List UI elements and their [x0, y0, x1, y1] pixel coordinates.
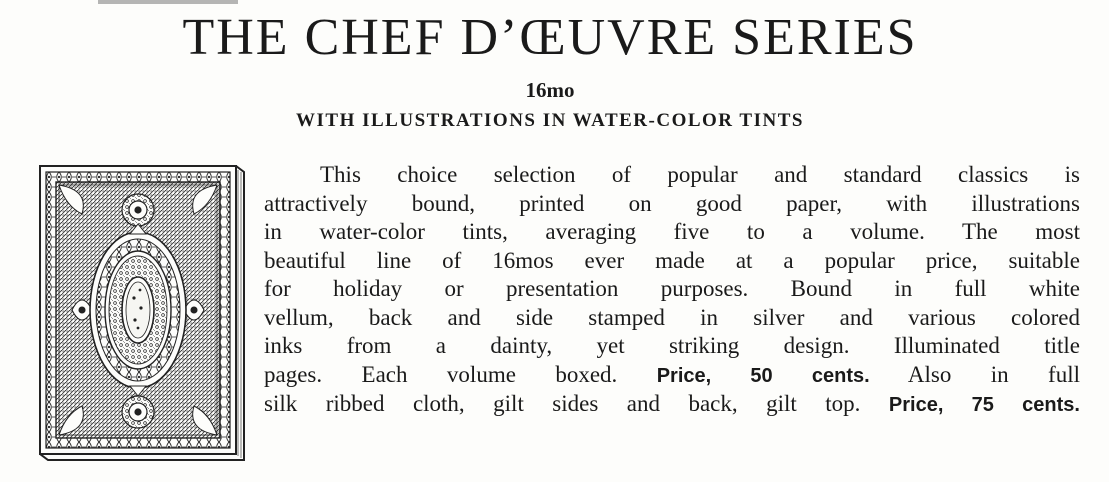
description-line: vellum, back and side stamped in silver and various colored	[264, 304, 1080, 330]
subtitle: WITH ILLUSTRATIONS IN WATER-COLOR TINTS	[296, 110, 804, 131]
description-line: This choice selection of popular and standard classics is	[320, 162, 1080, 187]
top-rule	[98, 0, 238, 4]
description-line: in water-color tints, averaging five to a volume. The most	[264, 219, 1080, 244]
line-text: silk ribbed cloth, gilt sides and back, gilt top.	[264, 391, 889, 416]
price-50-cents: Price, 50 cents.	[656, 364, 870, 387]
book-cover-icon	[34, 162, 250, 464]
price-75-cents: Price, 75 cents.	[888, 394, 1080, 416]
description-line: attractively bound, printed on good paper, with illustrations	[264, 190, 1080, 216]
description-line: beautiful line of 16mos ever made at a popular price, suitable	[264, 247, 1080, 273]
description-line-price-1	[264, 361, 1080, 391]
page-title: THE CHEF D’ŒUVRE SERIES	[182, 9, 918, 66]
line-text: pages. Each volume boxed.	[264, 361, 657, 387]
description-line: inks from a dainty, yet striking design. Illuminated title	[264, 333, 1080, 358]
description-line: for holiday or presentation purposes. Bound in full white	[264, 276, 1080, 301]
format-label: 16mo	[525, 78, 575, 102]
description-line-price-2	[264, 390, 1080, 420]
line-text: Also in full	[907, 361, 1080, 387]
description	[264, 161, 1080, 420]
